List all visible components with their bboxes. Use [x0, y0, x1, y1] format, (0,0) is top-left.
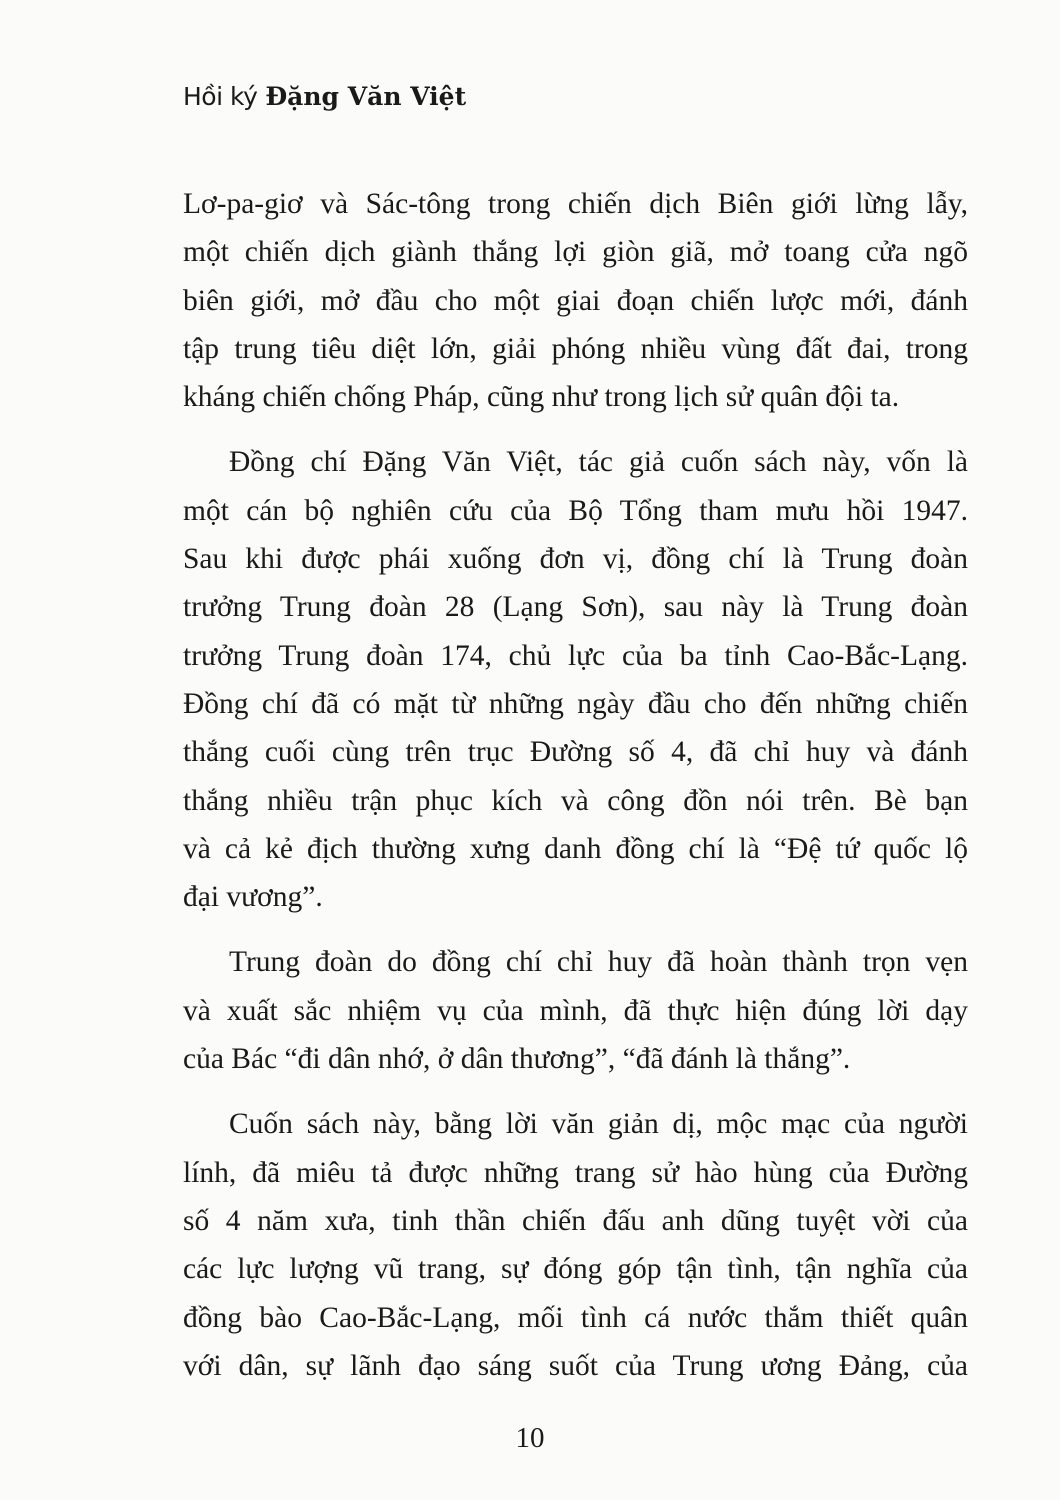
text-line: Lơ-pa-giơ và Sác-tông trong chiến dịch Biên giới lừng lẫy,	[183, 188, 968, 220]
text-line: Sau khi được phái xuống đơn vị, đồng chí là Trung đoàn	[183, 543, 968, 576]
paragraph	[183, 180, 968, 421]
text-line: biên giới, mở đầu cho một giai đoạn chiến lược mới, đánh	[183, 284, 968, 317]
text-line: một chiến dịch giành thắng lợi giòn giã, mở toang cửa ngõ	[183, 236, 968, 269]
paragraph	[183, 1100, 968, 1390]
text-line: Cuốn sách này, bằng lời văn giản dị, mộc mạc của người	[229, 1108, 968, 1141]
text-line: một cán bộ nghiên cứu của Bộ Tổng tham mưu hồi 1947.	[183, 494, 968, 527]
text-line: kháng chiến chống Pháp, cũng như trong lịch sử quân đội ta.	[183, 381, 900, 414]
paragraph	[183, 438, 968, 921]
text-line: Đồng chí Đặng Văn Việt, tác giả cuốn sách này, vốn là	[229, 446, 968, 479]
text-line: lính, đã miêu tả được những trang sử hào hùng của Đường	[183, 1156, 968, 1189]
text-line: Trung đoàn do đồng chí chỉ huy đã hoàn thành trọn vẹn	[229, 946, 968, 979]
text-line: Đồng chí đã có mặt từ những ngày đầu cho đến những chiến	[183, 687, 968, 720]
running-header	[183, 82, 466, 111]
paragraph	[183, 938, 968, 1083]
text-line: thắng cuối cùng trên trục Đường số 4, đã chỉ huy và đánh	[183, 736, 968, 769]
header-prefix: Hồi ký	[183, 82, 258, 111]
text-line: đại vương”.	[183, 881, 323, 914]
page-number: 10	[515, 1422, 545, 1454]
text-line: của Bác “đi dân nhớ, ở dân thương”, “đã đánh là thắng”.	[183, 1043, 851, 1076]
text-line: tập trung tiêu diệt lớn, giải phóng nhiều vùng đất đai, trong	[183, 332, 968, 365]
text-line: các lực lượng vũ trang, sự đóng góp tận tình, tận nghĩa của	[183, 1253, 968, 1286]
header-title: Đặng Văn Việt	[265, 82, 467, 111]
text-line: đồng bào Cao-Bắc-Lạng, mối tình cá nước thắm thiết quân	[183, 1301, 968, 1334]
text-line: và cả kẻ địch thường xưng danh đồng chí là “Đệ tứ quốc lộ	[183, 832, 968, 865]
body-text	[183, 180, 968, 1407]
text-line: trưởng Trung đoàn 28 (Lạng Sơn), sau này là Trung đoàn	[183, 591, 968, 624]
text-line: với dân, sự lãnh đạo sáng suốt của Trung ương Đảng, của	[183, 1349, 968, 1382]
text-line: số 4 năm xưa, tinh thần chiến đấu anh dũng tuyệt vời của	[183, 1204, 968, 1237]
text-line: thắng nhiều trận phục kích và công đồn nói trên. Bè bạn	[183, 784, 968, 817]
text-line: trưởng Trung đoàn 174, chủ lực của ba tỉnh Cao-Bắc-Lạng.	[183, 639, 968, 672]
text-line: và xuất sắc nhiệm vụ của mình, đã thực hiện đúng lời dạy	[183, 994, 968, 1027]
